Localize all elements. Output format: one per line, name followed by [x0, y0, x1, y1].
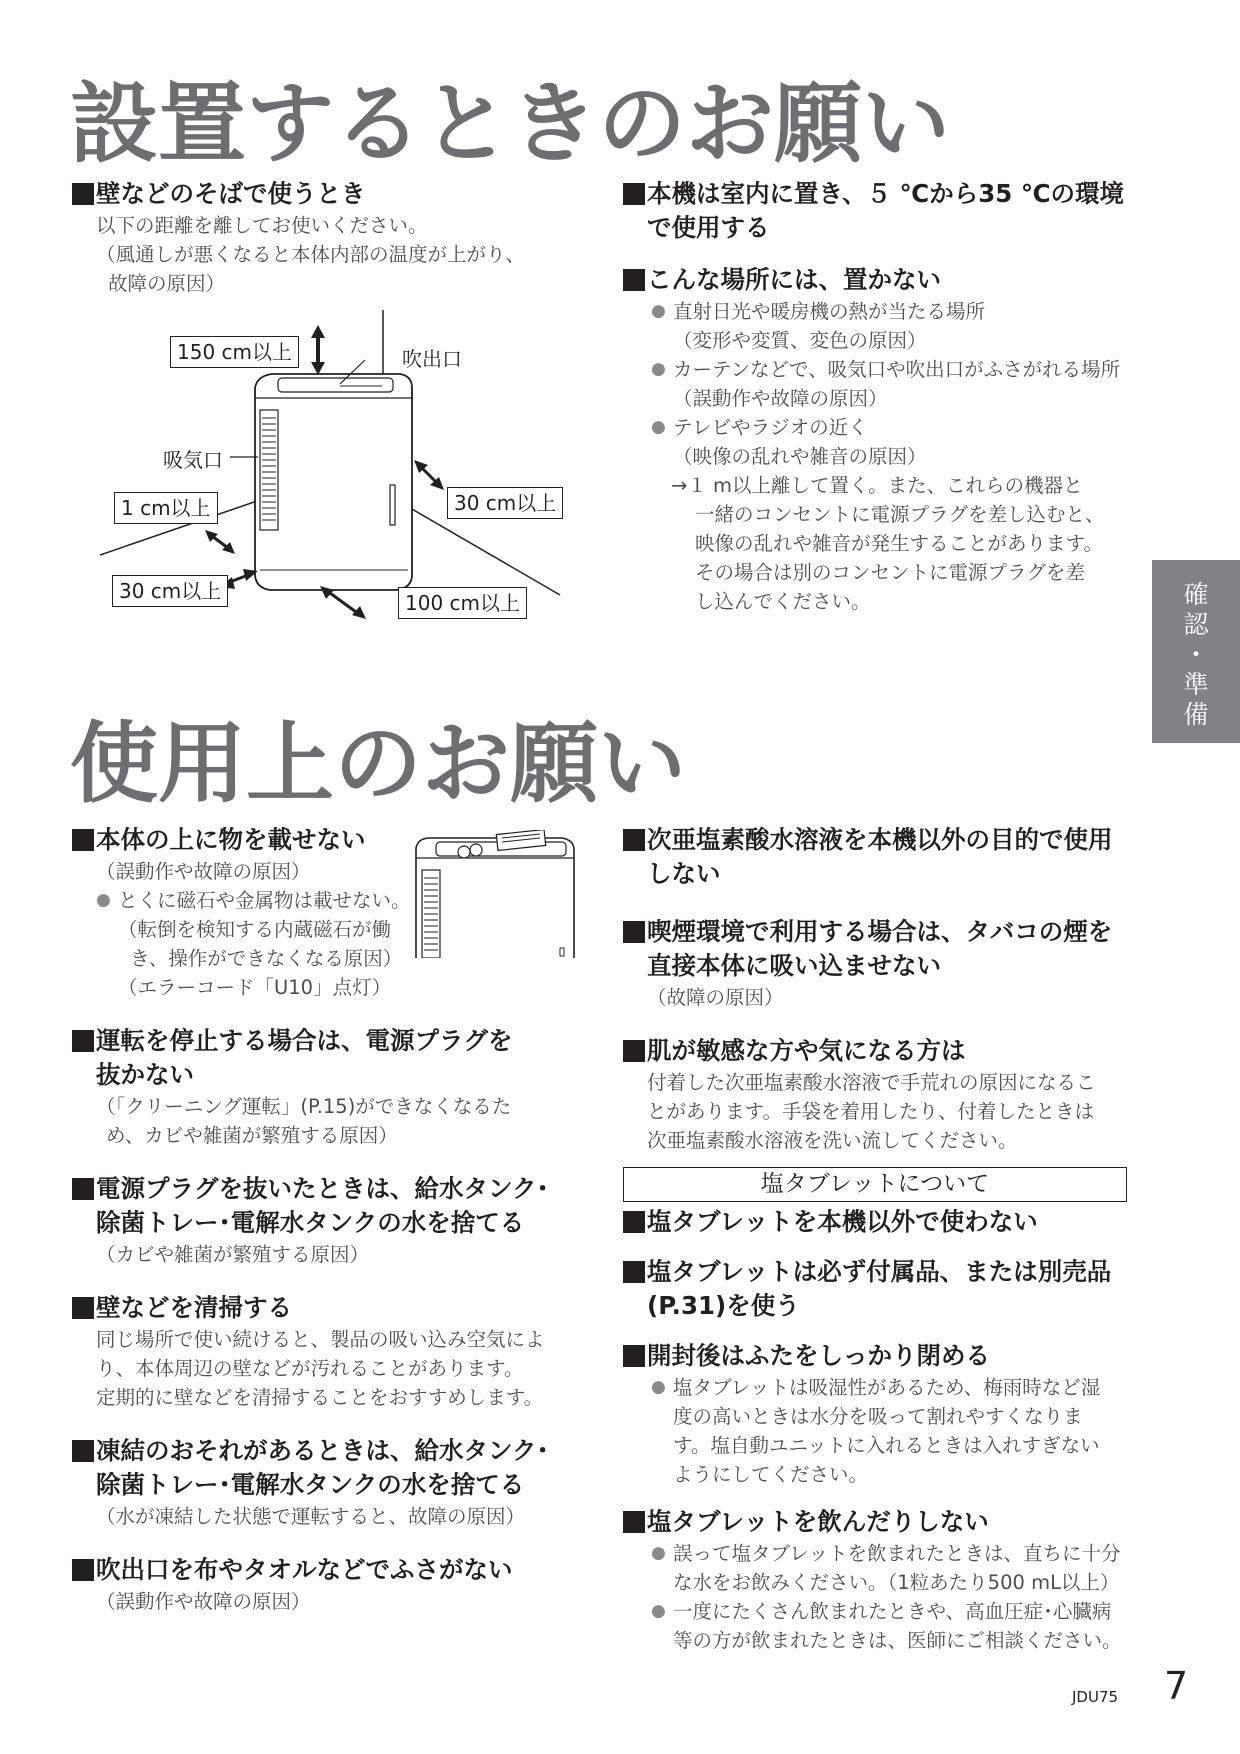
tv-advice-line: 一緒のコンセントに電源プラグを差し込むと、 [695, 503, 1105, 526]
salt-bullet: ● 塩タブレットは吸湿性があるため、梅雨時など湿 [651, 1373, 1143, 1402]
square-bullet-icon [72, 1297, 94, 1319]
wall-section [72, 177, 592, 298]
outlet-label: 吹出口 [402, 347, 462, 371]
tv-advice-line: その場合は別のコンセントに電源プラグを差 [695, 561, 1086, 584]
placement-note: （映像の乱れや雑音の原因） [673, 445, 927, 468]
salt-bullet-cont: ようにしてください。 [673, 1463, 869, 1486]
salt-bullet-cont: す。塩自動ユニットに入れるときは入れすぎない [673, 1434, 1100, 1457]
square-bullet-icon [623, 921, 645, 943]
usage-title: 使用上のお願い [70, 712, 687, 815]
unit-top-illustration [412, 830, 582, 958]
square-bullet-icon [623, 1261, 645, 1283]
wall-body-line: 故障の原因） [108, 272, 226, 295]
square-bullet-icon [623, 183, 645, 205]
square-bullet-icon [72, 1440, 94, 1462]
usage-note: き、操作ができなくなる原因） [130, 947, 403, 970]
salt-bullet-cont: 度の高いときは水分を吸って割れやすくなりま [673, 1405, 1083, 1428]
usage-body: 付着した次亜塩素酸水溶液で手荒れの原因になるこ [647, 1071, 1096, 1094]
wall-body-line: （風通しが悪くなると本体内部の温度が上がり、 [96, 243, 526, 266]
square-bullet-icon [72, 1030, 94, 1052]
square-bullet-icon [623, 1345, 645, 1367]
usage-heading: 喫煙環境で利用する場合は、タバコの煙を 直接本体に吸い込ませない [623, 915, 1143, 983]
square-bullet-icon [623, 1211, 645, 1233]
usage-heading: 次亜塩素酸水溶液を本機以外の目的で使用 しない [623, 823, 1143, 891]
installation-right-column [623, 177, 1143, 616]
salt-bullet-cont: 等の方が飲まれたときは、医師にご相談ください。 [673, 1629, 1122, 1652]
usage-body: とがあります。手袋を着用したり、付着したときは [647, 1100, 1094, 1123]
placement-bullet: ● カーテンなどで、吸気口や吹出口がふさがれる場所 [651, 355, 1143, 384]
usage-heading: 運転を停止する場合は、電源プラグを 抜かない [72, 1024, 592, 1092]
placement-bullet: ● テレビやラジオの近く [651, 413, 1143, 442]
square-bullet-icon [623, 1040, 645, 1062]
clearance-front-label: 100 cm以上 [398, 587, 527, 619]
salt-heading: 塩タブレットを本機以外で使わない [623, 1205, 1143, 1239]
usage-heading: 肌が敏感な方や気になる方は [623, 1034, 1143, 1068]
usage-body: 定期的に壁などを清掃することをおすすめします。 [96, 1386, 544, 1409]
placement-note: （誤動作や故障の原因） [673, 387, 888, 410]
salt-bullet: ● 一度にたくさん飲まれたときや、高血圧症･心臓病 [651, 1597, 1143, 1626]
side-tab-char: 準 [1183, 670, 1209, 699]
side-tab-char: ・ [1183, 640, 1209, 669]
usage-note: （誤動作や故障の原因） [96, 1590, 311, 1613]
square-bullet-icon [623, 269, 645, 291]
usage-note: （エラーコード「U10」点灯） [118, 976, 392, 999]
usage-note: （誤動作や故障の原因） [96, 860, 311, 883]
salt-bullet-cont: な水をお飲みください。（1粒あたり500 mL以上） [673, 1571, 1120, 1594]
wall-heading: 壁などのそばで使うとき [72, 177, 592, 211]
clearance-back-label: 30 cm以上 [112, 575, 228, 607]
tv-advice-line: →１ m以上離して置く。また、これらの機器と [671, 474, 1083, 497]
salt-bullet: ● 誤って塩タブレットを飲まれたときは、直ちに十分 [651, 1539, 1143, 1568]
usage-heading: 壁などを清掃する [72, 1291, 592, 1325]
inlet-label: 吸気口 [163, 448, 223, 472]
salt-heading: 塩タブレットを飲んだりしない [623, 1505, 1143, 1539]
placement-heading: こんな場所には、置かない [623, 263, 1143, 297]
usage-body: 次亜塩素酸水溶液を洗い流してください。 [647, 1129, 1018, 1152]
usage-heading: 電源プラグを抜いたときは、給水タンク･ 除菌トレー･電解水タンクの水を捨てる [72, 1172, 592, 1240]
usage-heading: 凍結のおそれがあるときは、給水タンク･ 除菌トレー･電解水タンクの水を捨てる [72, 1434, 592, 1502]
page-number: 7 [1164, 1664, 1189, 1708]
installation-title: 設置するときのお願い [70, 72, 951, 175]
square-bullet-icon [623, 1511, 645, 1533]
clearance-right-label: 30 cm以上 [447, 487, 563, 519]
indoor-heading: 本機は室内に置き、５ ℃から35 ℃の環境 で使用する [623, 177, 1143, 245]
usage-note: （故障の原因） [647, 986, 784, 1009]
side-tab-char: 備 [1183, 700, 1209, 729]
usage-note: （「クリーニング運転」(P.15)ができなくなるた [96, 1095, 512, 1118]
salt-tablet-section [623, 1205, 1143, 1655]
usage-bullet: ● とくに磁石や金属物は載せない。 [96, 886, 592, 915]
wall-body-line: 以下の距離を離してお使いください。 [96, 214, 428, 237]
square-bullet-icon [72, 183, 94, 205]
square-bullet-icon [623, 829, 645, 851]
salt-heading: 開封後はふたをしっかり閉める [623, 1339, 1143, 1373]
usage-right-column [623, 823, 1143, 1155]
usage-body: 同じ場所で使い続けると、製品の吸い込み空気によ [96, 1328, 545, 1351]
clearance-left-label: 1 cm以上 [114, 492, 218, 524]
tv-advice-line: 映像の乱れや雑音が発生することがあります。 [695, 532, 1103, 555]
square-bullet-icon [72, 1178, 94, 1200]
model-code: JDU75 [1072, 1688, 1119, 1706]
tv-advice-line: し込んでください。 [695, 590, 871, 613]
placement-bullet: ● 直射日光や暖房機の熱が当たる場所 [651, 297, 1143, 326]
side-tab-char: 認 [1183, 610, 1209, 639]
salt-tablet-section-label: 塩タブレットについて [623, 1167, 1127, 1202]
usage-note: （転倒を検知する内蔵磁石が働 [118, 918, 392, 941]
usage-heading: 吹出口を布やタオルなどでふさがない [72, 1553, 592, 1587]
square-bullet-icon [72, 1559, 94, 1581]
placement-note: （変形や変質、変色の原因） [673, 329, 927, 352]
usage-note: （水が凍結した状態で運転すると、故障の原因） [96, 1505, 526, 1528]
usage-body: り、本体周辺の壁などが汚れることがあります。 [96, 1357, 524, 1380]
usage-note: （カビや雑菌が繁殖する原因） [96, 1243, 370, 1266]
chapter-side-tab [1152, 560, 1240, 743]
square-bullet-icon [72, 829, 94, 851]
usage-heading: 本体の上に物を載せない [72, 823, 592, 857]
usage-note: め、カビや雑菌が繁殖する原因） [106, 1124, 398, 1147]
clearance-top-label: 150 cm以上 [170, 336, 299, 368]
salt-heading: 塩タブレットは必ず付属品、または別売品 (P.31)を使う [623, 1255, 1143, 1323]
side-tab-char: 確 [1183, 580, 1209, 609]
